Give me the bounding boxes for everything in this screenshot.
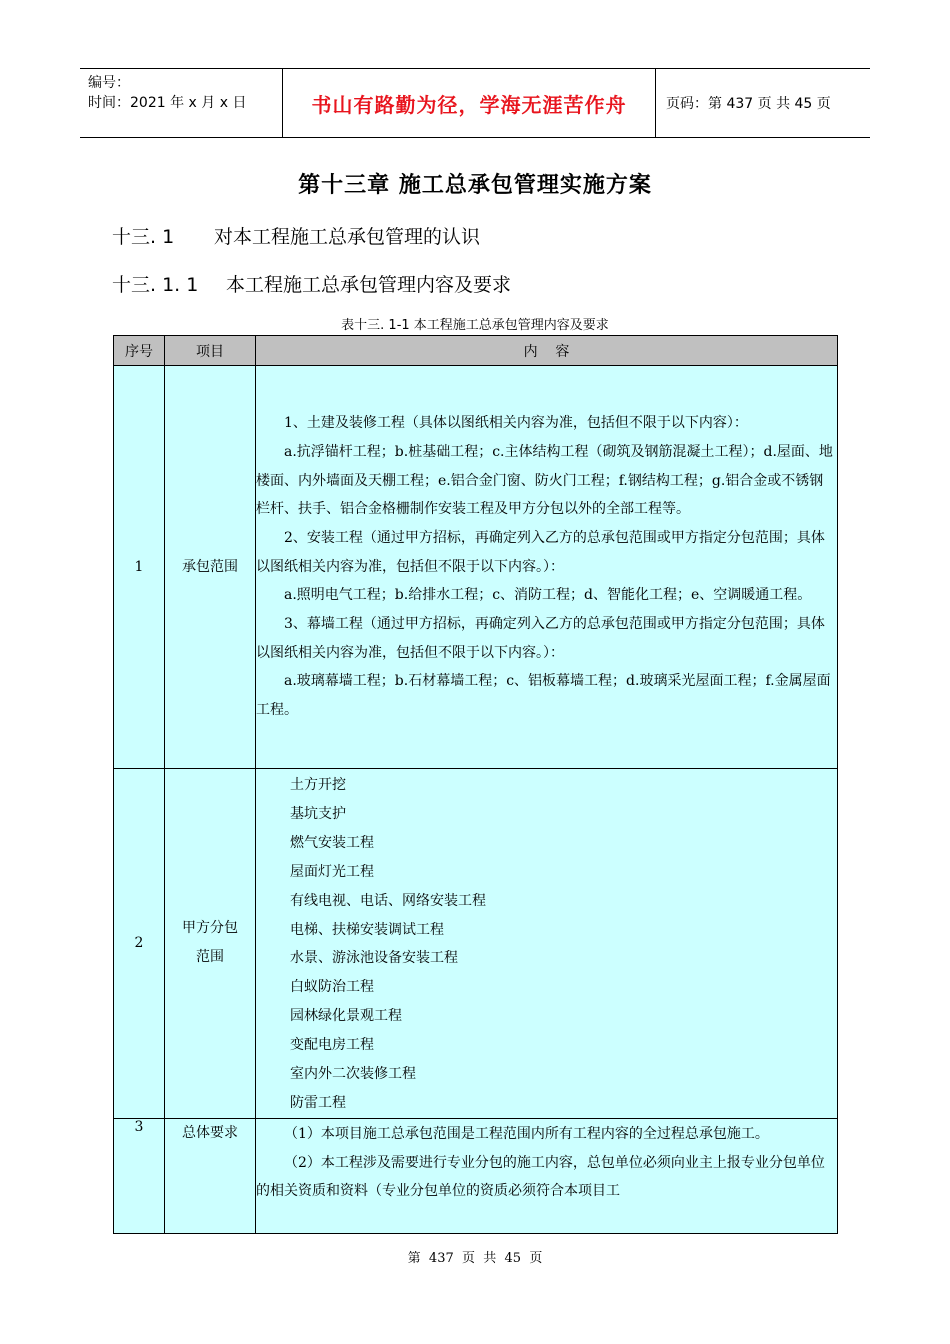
content-paragraph: 1、土建及装修工程（具体以图纸相关内容为准，包括但不限于以下内容）：: [284, 415, 748, 432]
section-title: 本工程施工总承包管理内容及要求: [226, 274, 512, 296]
header-item: 项目: [165, 336, 256, 366]
header-meta: [88, 73, 246, 113]
page-footer: 第 437 页 共 45 页: [407, 1251, 543, 1266]
row-item: [165, 769, 256, 1119]
list-item: 土方开挖: [290, 777, 346, 793]
section-heading-1: [112, 222, 480, 249]
list-item: 电梯、扶梯安装调试工程: [290, 921, 444, 938]
section-heading-2: [112, 270, 511, 297]
row-seq: 3: [114, 1118, 165, 1233]
content-paragraph: 2、安装工程（通过甲方招标，再确定列入乙方的总承包范围或甲方指定分包范围；具体以图纸相关内容为准，包括但不限于以下内容。）：: [256, 529, 825, 575]
table-header-row: [114, 336, 838, 366]
scope-table: [113, 335, 838, 1234]
row-seq: 1: [114, 366, 165, 769]
section-number: 十三. 1: [112, 226, 175, 248]
page-header: [80, 68, 870, 138]
list-item: 屋面灯光工程: [290, 863, 374, 880]
list-item: 变配电房工程: [290, 1037, 374, 1054]
row-item-line: 甲方分包: [182, 920, 238, 937]
row-content: [256, 1118, 838, 1233]
chapter-title: 第十三章 施工总承包管理实施方案: [298, 173, 652, 198]
list-item: 园林绿化景观工程: [290, 1008, 402, 1025]
list-item: 白蚁防治工程: [290, 979, 374, 996]
subcontract-list: [256, 771, 837, 1118]
section-number: 十三. 1. 1: [112, 274, 199, 296]
content-paragraph: a.玻璃幕墙工程；b.石材幕墙工程；c、铝板幕墙工程；d.玻璃采光屋面工程；f.金属屋面工程。: [256, 673, 831, 719]
row-seq: 2: [114, 769, 165, 1119]
table-row: [114, 366, 838, 769]
list-item: 水景、游泳池设备安装工程: [290, 950, 458, 967]
list-item: 室内外二次装修工程: [290, 1066, 416, 1083]
list-item: 燃气安装工程: [290, 834, 374, 851]
row-content: [256, 366, 838, 769]
section-title: 对本工程施工总承包管理的认识: [214, 226, 481, 248]
row-item-line: 范围: [196, 949, 224, 966]
row-content: [256, 769, 838, 1119]
row-item: 总体要求: [165, 1118, 256, 1233]
list-item: 防雷工程: [290, 1094, 346, 1111]
table-row: [114, 769, 838, 1119]
content-paragraph: （2）本工程涉及需要进行专业分包的施工内容，总包单位必须向业主上报专业分包单位的相关资质和资料（专业分包单位的资质必须符合本项目工: [256, 1154, 825, 1200]
number-label: 编号：: [88, 75, 130, 91]
header-motto: 书山有路勤为径，学海无涯苦作舟: [282, 69, 656, 137]
content-paragraph: （1）本项目施工总承包范围是工程范围内所有工程内容的全过程总承包施工。: [284, 1125, 769, 1142]
content-paragraph: 3、幕墙工程（通过甲方招标，再确定列入乙方的总承包范围或甲方指定分包范围；具体以图纸相关内容为准，包括但不限于以下内容。）：: [256, 616, 825, 661]
row-item: 承包范围: [165, 366, 256, 769]
list-item: 有线电视、电话、网络安装工程: [290, 892, 486, 909]
list-item: 基坑支护: [290, 805, 346, 822]
header-content: 内 容: [256, 336, 838, 366]
time-label: 时间：2021 年 x 月 x 日: [88, 95, 247, 111]
table-row: [114, 1118, 838, 1233]
table-caption: 表十三. 1-1 本工程施工总承包管理内容及要求: [341, 318, 609, 333]
content-paragraph: a.抗浮锚杆工程；b.桩基础工程；c.主体结构工程（砌筑及钢筋混凝土工程）；d.屋面、地楼面、内外墙面及天棚工程；e.铝合金门窗、防火门工程；f.钢结构工程；g.铝合金或不锈钢栏杆、扶手、铝合金格栅制作安装工程及甲方分包以外的全部工程等。: [256, 443, 833, 518]
header-page-info: 页码：第 437 页 共 45 页: [666, 96, 831, 112]
content-paragraph: a.照明电气工程；b.给排水工程；c、消防工程；d、智能化工程；e、空调暖通工程。: [284, 587, 812, 604]
header-seq: 序号: [114, 336, 165, 366]
